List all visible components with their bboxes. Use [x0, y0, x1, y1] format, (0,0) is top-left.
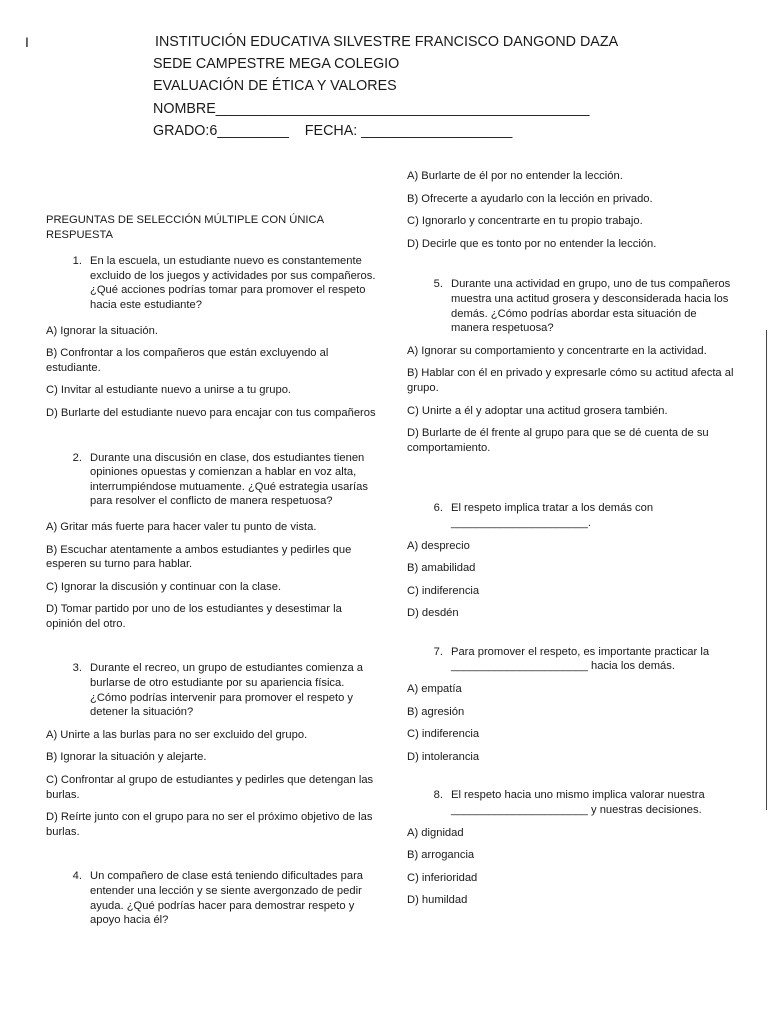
right-column — [407, 169, 737, 908]
question-item — [46, 254, 376, 312]
answer-option: A) Unirte a las burlas para no ser excluido del grupo. — [46, 728, 308, 741]
answer-option: D) Reírte junto con el grupo para no ser el próximo objetivo de las burlas. — [46, 811, 373, 838]
answer-option: B) arrogancia — [407, 849, 475, 862]
question-block — [46, 451, 376, 632]
answer-option: B) Ofrecerte a ayudarlo con la lección en privado. — [407, 192, 653, 205]
answer-option: A) Burlarte de él por no entender la lección. — [407, 170, 623, 182]
answer-option: B) Confrontar a los compañeros que están excluyendo al estudiante. — [46, 347, 329, 374]
question-item — [407, 501, 737, 530]
student-name-line: NOMBRE_______________________________________________ — [153, 100, 590, 117]
question-block — [407, 788, 737, 908]
answer-option: C) indiferencia — [407, 728, 480, 741]
question-block — [46, 869, 376, 927]
answer-option: C) indiferencia — [407, 584, 480, 597]
answer-option: A) Gritar más fuerte para hacer valer tu punto de vista. — [46, 520, 317, 533]
question-number: 6. — [433, 502, 443, 515]
question-number: 2. — [72, 451, 82, 464]
question-block — [407, 645, 737, 765]
question-text: El respeto hacia uno mismo implica valorar nuestra ______________________ y nuestras decisiones. — [451, 789, 705, 817]
question-block — [407, 277, 737, 455]
answer-option: C) Unirte a él y adoptar una actitud grosera también. — [407, 404, 668, 417]
question-item — [46, 869, 376, 927]
answer-option: A) empatía — [407, 683, 462, 696]
answer-option: C) Invitar al estudiante nuevo a unirse a tu grupo. — [46, 384, 292, 397]
question-item — [407, 788, 737, 817]
institution-name: INSTITUCIÓN EDUCATIVA SILVESTRE FRANCISCO DANGOND DAZA — [155, 34, 619, 50]
left-column — [46, 213, 376, 928]
question-options-continued — [407, 169, 737, 251]
question-number: 7. — [433, 645, 443, 658]
question-number: 4. — [72, 870, 82, 883]
answer-option: C) inferioridad — [407, 871, 478, 884]
answer-option: B) Escuchar atentamente a ambos estudiantes y pedirles que esperen su turno para hablar. — [46, 543, 352, 571]
question-block — [407, 501, 737, 621]
question-text: El respeto implica tratar a los demás con ______________________. — [451, 502, 654, 529]
page-edge-line — [766, 330, 767, 810]
answer-option: D) intolerancia — [407, 750, 480, 763]
question-number: 1. — [72, 255, 82, 268]
question-item — [407, 645, 737, 674]
answer-option: D) Burlarte del estudiante nuevo para encajar con tus compañeros — [46, 406, 376, 419]
answer-option: A) Ignorar la situación. — [46, 324, 158, 337]
question-block — [46, 661, 376, 839]
answer-option: A) dignidad — [407, 826, 464, 839]
document-header — [153, 31, 618, 142]
stray-mark: I — [25, 34, 29, 50]
question-number: 5. — [433, 278, 443, 291]
section-title: PREGUNTAS DE SELECCIÓN MÚLTIPLE CON ÚNICA RESPUESTA — [46, 214, 324, 241]
question-text: Para promover el respeto, es importante practicar la ______________________ hacia los demás. — [451, 645, 710, 673]
answer-option: C) Confrontar al grupo de estudiantes y pedirles que detengan las burlas. — [46, 774, 374, 801]
question-text: Durante una actividad en grupo, uno de tus compañeros muestra una actitud grosera y desconsiderada hacia los demás. ¿Cómo podrías abordar esta situación de manera respetuosa? — [451, 278, 731, 335]
question-item — [46, 451, 376, 509]
answer-option: A) Ignorar su comportamiento y concentrarte en la actividad. — [407, 344, 707, 357]
question-text: En la escuela, un estudiante nuevo es constantemente excluido de los juegos y actividades por sus compañeros. ¿Qué acciones podrías tomar para promover el respeto hacia este estudiante? — [90, 255, 376, 311]
answer-option: D) Tomar partido por uno de los estudiantes y desestimar la opinión del otro. — [46, 603, 342, 630]
answer-option: B) amabilidad — [407, 562, 476, 575]
question-number: 8. — [433, 789, 443, 802]
answer-option: C) Ignorarlo y concentrarte en tu propio trabajo. — [407, 215, 643, 228]
exam-title: EVALUACIÓN DE ÉTICA Y VALORES — [153, 78, 397, 95]
question-text: Un compañero de clase está teniendo dificultades para entender una lección y se siente avergonzado de pedir ayuda. ¿Qué podrías hacer para demostrar respeto y apoyo hacia él? — [90, 870, 364, 927]
answer-option: D) Decirle que es tonto por no entender la lección. — [407, 237, 657, 250]
answer-option: B) Ignorar la situación y alejarte. — [46, 751, 207, 764]
answer-option: B) agresión — [407, 705, 465, 718]
campus-name: SEDE CAMPESTRE MEGA COLEGIO — [153, 56, 400, 73]
question-item — [46, 661, 376, 719]
answer-option: A) desprecio — [407, 539, 470, 552]
answer-option: D) humildad — [407, 894, 468, 907]
answer-option: D) desdén — [407, 607, 459, 620]
question-item — [407, 277, 737, 335]
question-number: 3. — [72, 662, 82, 675]
answer-option: C) Ignorar la discusión y continuar con la clase. — [46, 580, 282, 593]
answer-option: B) Hablar con él en privado y expresarle cómo su actitud afecta al grupo. — [407, 367, 734, 394]
grade-date-line: GRADO:6_________ FECHA: ___________________ — [153, 122, 513, 139]
question-text: Durante el recreo, un grupo de estudiantes comienza a burlarse de otro estudiante por su apariencia física. ¿Cómo podrías intervenir para promover el respeto y detener la situación? — [90, 662, 364, 719]
question-block — [46, 254, 376, 420]
answer-option: D) Burlarte de él frente al grupo para que se dé cuenta de su comportamiento. — [407, 427, 709, 454]
question-text: Durante una discusión en clase, dos estudiantes tienen opiniones opuestas y comienzan a hablar en voz alta, interrumpiéndose mutuamente. ¿Qué estrategia usarías para resolver el conflicto de manera respetuosa? — [90, 451, 368, 508]
